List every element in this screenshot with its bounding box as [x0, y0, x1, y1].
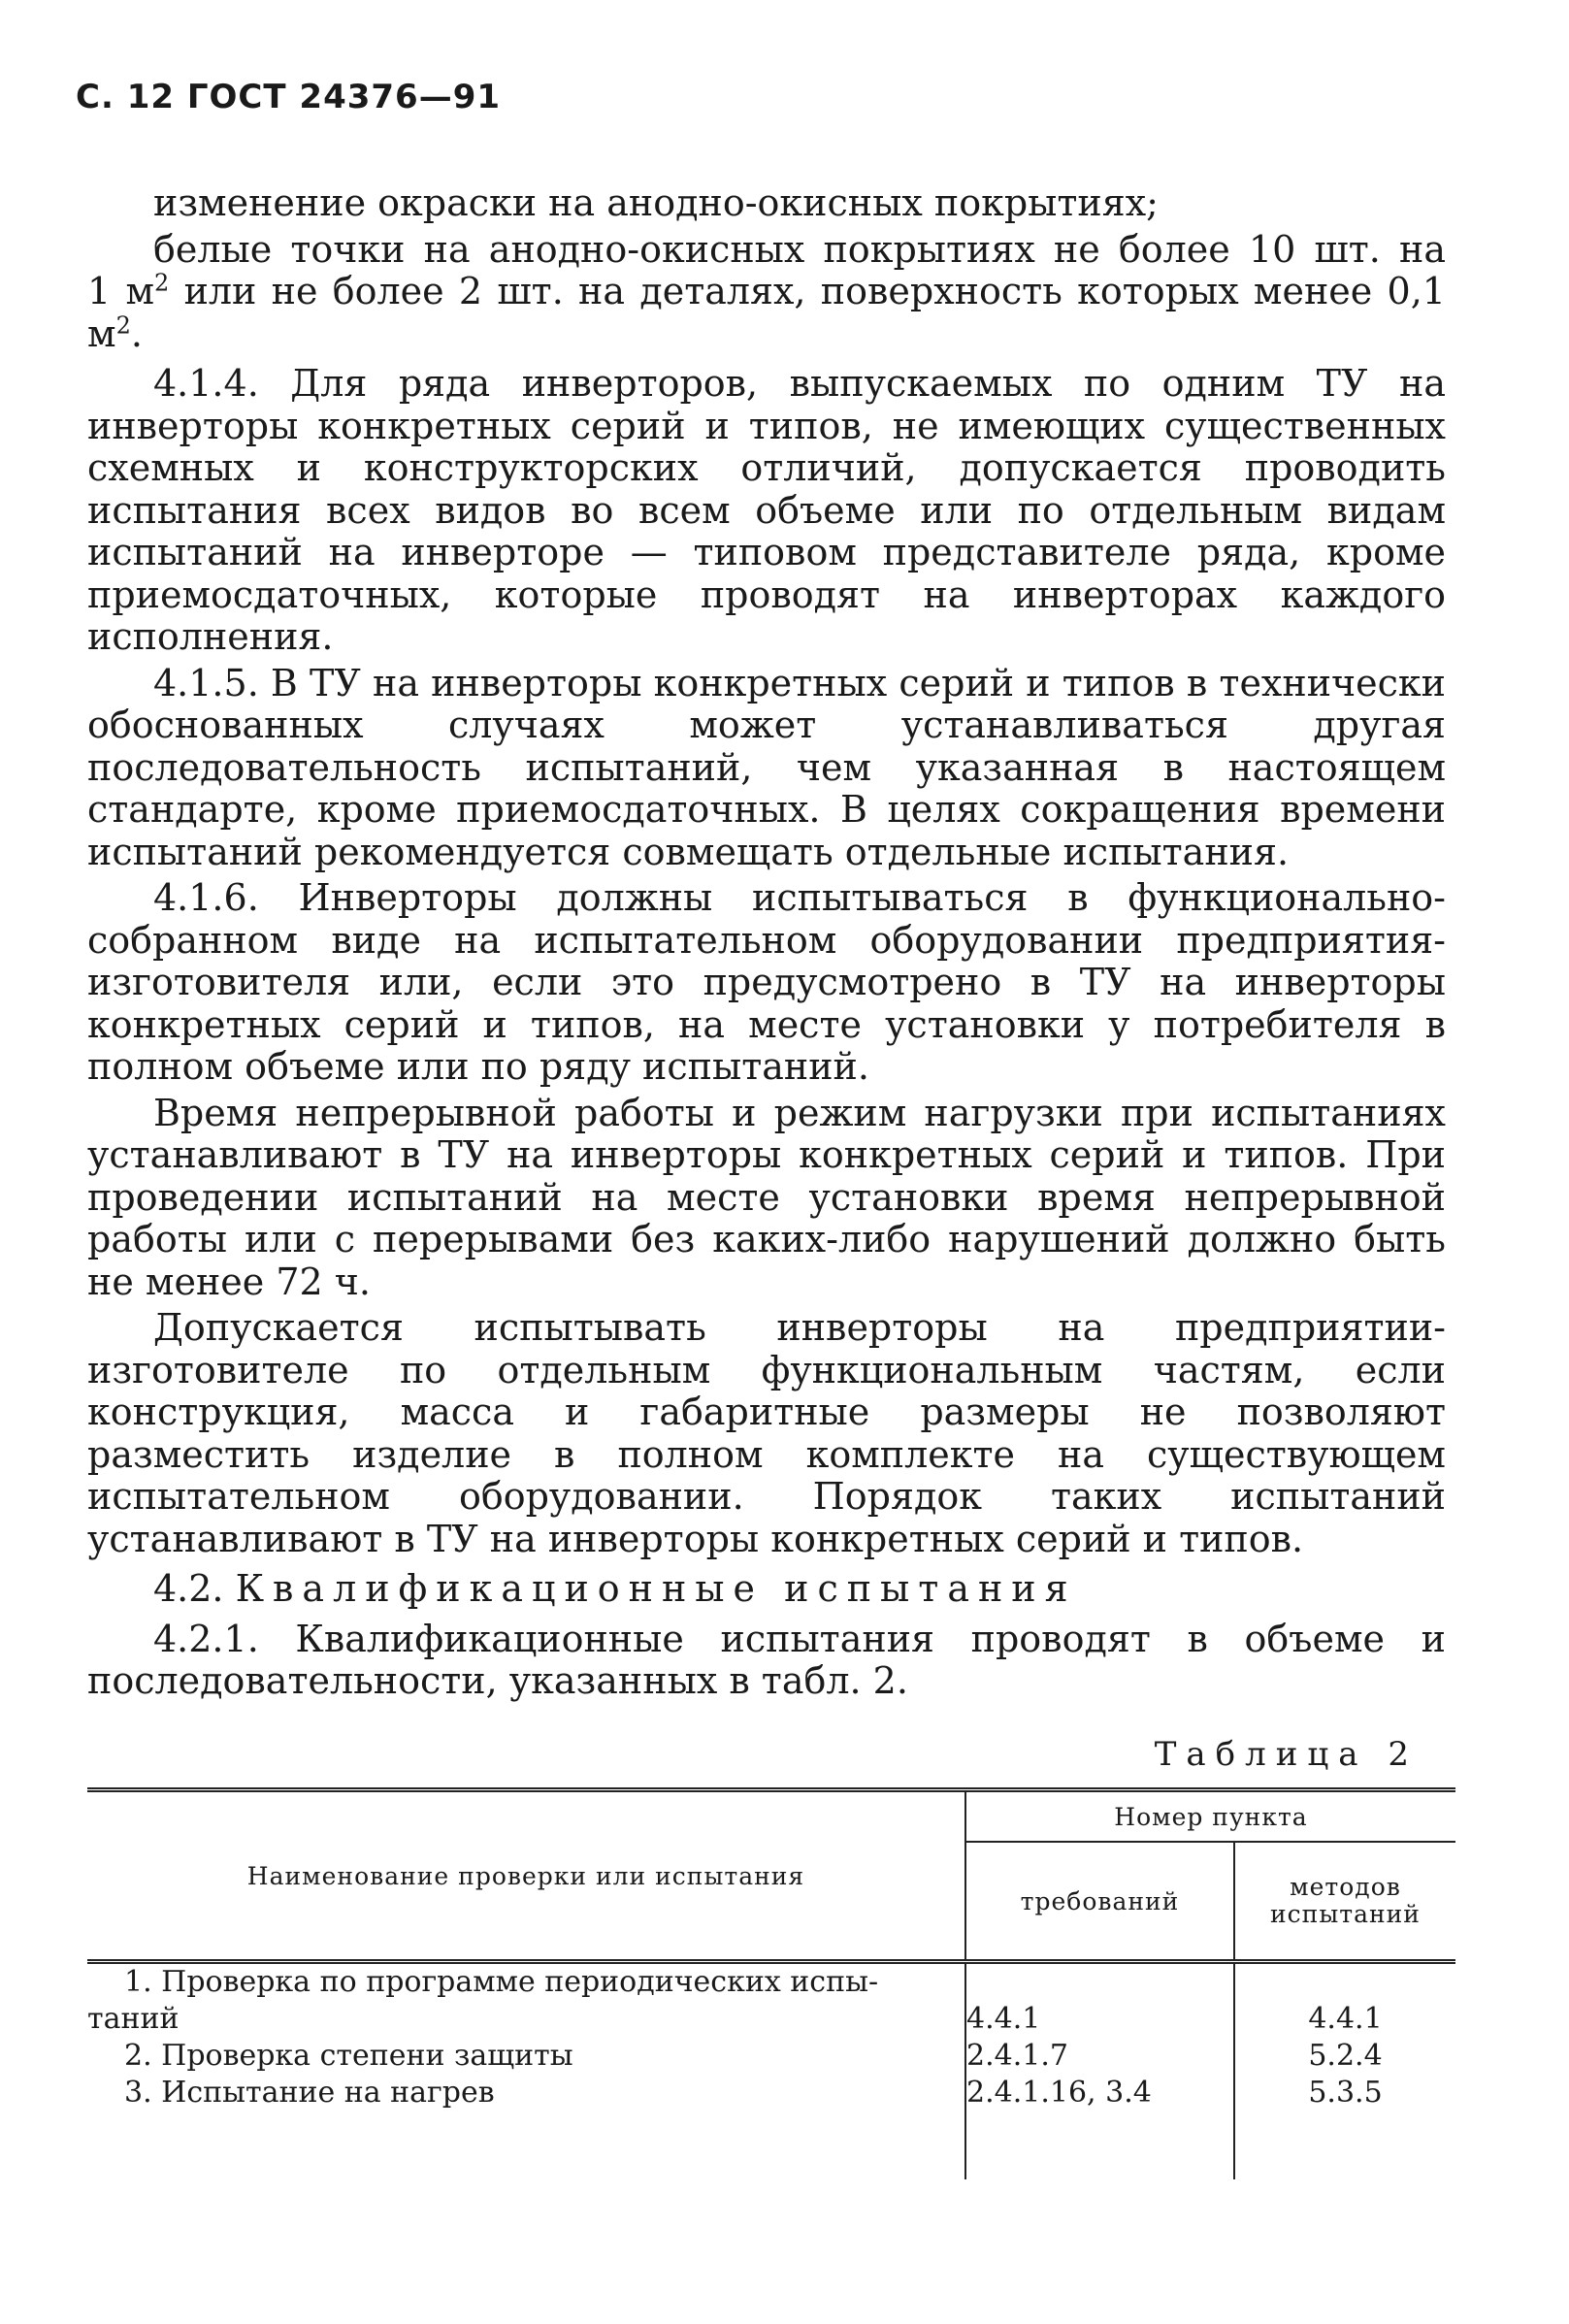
column-header-requirements: требований: [965, 1842, 1234, 1962]
table-filler-row: [87, 2111, 1455, 2179]
section-heading-4-2: 4.2. Квалификационные испытания: [153, 1567, 1077, 1610]
row-name: 2. Проверка степени защиты: [124, 2039, 573, 2073]
row-name: 1. Проверка по программе периодических испы- таний: [87, 1965, 879, 2036]
paragraph-white-dots: белые точки на анодно-окисных покрытиях не более 10 шт. на: [153, 227, 1446, 271]
paragraph-4-2-1: 4.2.1. Квалификационные испытания проводят в объеме и последовательности, указанных в табл. 2.: [87, 1617, 1446, 1702]
paragraph-4-1-5: 4.1.5. В ТУ на инверторы конкретных серий и типов в технически обоснованных случаях может устанавливаться другая последовательность испытаний, чем указанная в настоящем стандарте, кроме приемосдаточных. В целях сокращения времени испытаний рекомендуется совмещать отдельные испытания.: [87, 661, 1446, 873]
paragraph-allowed-testing: Допускается испытывать инверторы на предприятии-изготовителе по отдельным функциональным частям, если конструкция, масса и габаритные размеры не позволяют разместить изделие в полном комплекте на существующем испытательном оборудовании. Порядок таких испытаний устанавливают в ТУ на инверторы конкретных серий и типов.: [87, 1306, 1446, 1560]
body-text: [87, 182, 1446, 1707]
column-header-group: Номер пункта: [965, 1790, 1455, 1843]
column-header-name: Наименование проверки или испытания: [87, 1790, 965, 1962]
superscript: 2: [154, 269, 170, 297]
table-row: [87, 2038, 1455, 2075]
paragraph-run-time: Время непрерывной работы и режим нагрузки при испытаниях устанавливают в ТУ на инверторы конкретных серий и типов. При проведении испытаний на месте установки время непрерывной работы или с перерывами без каких-либо нарушений должно быть не менее 72 ч.: [87, 1091, 1446, 1303]
superscript: 2: [115, 311, 131, 339]
table-2: [87, 1787, 1455, 2179]
column-header-methods: методов испытаний: [1234, 1842, 1455, 1962]
paragraph-4-1-4: 4.1.4. Для ряда инверторов, выпускаемых по одним ТУ на инверторы конкретных серий и типов, не имеющих существенных схемных и конструкторских отличий, допускается проводить испытания всех видов во всем объеме или по отдельным видам испытаний на инверторе — типовом представителе ряда, кроме приемосдаточных, которые проводят на инверторах каждого исполнения.: [87, 362, 1446, 658]
table-row: [87, 1962, 1455, 2039]
row-method: 5.2.4: [1234, 2038, 1455, 2075]
paragraph-white-dots-cont: 1 $м^2$ или не более 2 шт. на деталях, поверхность которых менее 0,1 $м^2$.: [87, 269, 1446, 355]
row-requirement: 2.4.1.16, 3.4: [965, 2075, 1234, 2111]
row-requirement: 2.4.1.7: [965, 2038, 1234, 2075]
paragraph-coating-change: изменение окраски на анодно-окисных покрытиях;: [153, 181, 1159, 224]
paragraph-4-1-6: 4.1.6. Инверторы должны испытываться в функционально-собранном виде на испытательном оборудовании предприятия-изготовителя или, если это предусмотрено в ТУ на инверторы конкретных серий и типов, на месте установки у потребителя в полном объеме или по ряду испытаний.: [87, 876, 1446, 1088]
table-caption: Таблица 2: [1154, 1735, 1419, 1774]
row-method: 5.3.5: [1234, 2075, 1455, 2111]
row-requirement: 4.4.1: [965, 1962, 1234, 2039]
page-header: С. 12 ГОСТ 24376—91: [76, 78, 502, 116]
table-row: [87, 2075, 1455, 2111]
row-name: 3. Испытание на нагрев: [124, 2076, 495, 2110]
row-method: 4.4.1: [1234, 1962, 1455, 2039]
